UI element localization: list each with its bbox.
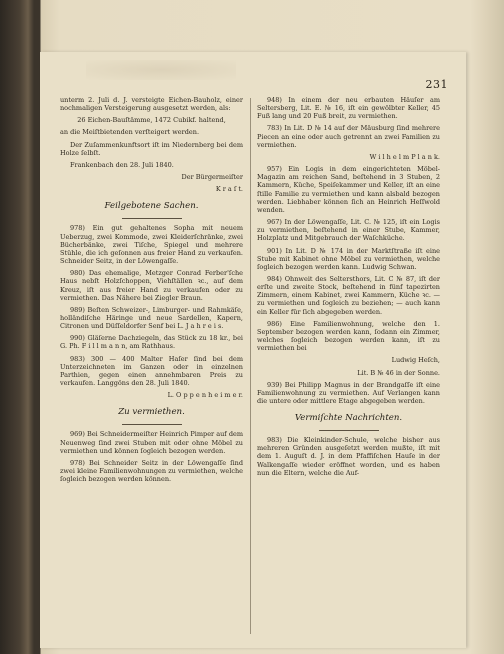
section-heading: Vermiſchte Nachrichten. (294, 413, 403, 424)
notice-paragraph: unterm 2. Juli d. J. versteigte Eichen-Bauholz, einer nochmaligen Versteigerung ausgesetzt werden, als: (60, 96, 243, 113)
notice-paragraph: Ludwig Heſch, (391, 356, 440, 365)
section-heading: Feilgebotene Sachen. (104, 201, 199, 212)
notice-paragraph: 969) Bei Schneidermeiſter Heinrich Pimper auf dem Neuenweg ſind zwei Stuben mit oder ohne Möbel zu vermiethen und können ſogleich bezogen werden. (60, 430, 243, 455)
notice-paragraph: 783) In Lit. D № 14 auf der Mäusburg ſind mehrere Piecen an eine oder auch getrennt an zwei Familien zu vermiethen. (257, 124, 440, 149)
newspaper-page (40, 52, 466, 648)
notice-paragraph: 980) Das ehemalige, Metzger Conrad Ferber'ſche Haus nebſt Holzſchoppen, Viehſtällen ꝛc., auf dem Kreuz, iſt aus freier Hand zu verkaufen oder zu vermiethen. Das Nähere bei Ziegler Braun. (60, 269, 243, 302)
section-heading: Zu vermiethen. (118, 407, 185, 418)
notice-paragraph: 978) Ein gut gehaltenes Sopha mit neuem Ueberzug, zwei Kommode, zwei Kleiderſchränke, zwei Bücherbänke, zwei Tiſche, Spiegel und mehrere Stühle, die ich geſonnen aus freier Hand zu verkaufen. Schneider Seitz, in der Löwengaſſe. (60, 224, 243, 266)
notice-paragraph: K r a ſ t. (215, 185, 243, 194)
notice-paragraph: 990) Gläſerne Dachziegeln, das Stück zu 18 kr., bei G. Ph. F i l l m a n n, am Rathhaus. (60, 334, 243, 351)
notice-paragraph: 26 Eichen-Bauſtämme, 1472 Cubikf. haltend, (77, 116, 226, 125)
notice-paragraph: 984) Ohnweit des Seltersthors, Lit. C № 87, iſt der erſte und zweite Stock, beſtehend in fünf tapezirten Zimmern, einem Kabinet, zwei Kammern, Küche ꝛc. — zu vermiethen und ſogleich zu beziehen; — auch kann ein Keller für ſich abgegeben werden. (257, 274, 440, 316)
paper-stain (86, 60, 236, 80)
notice-paragraph: 901) In Lit. D № 174 in der Marktſtraße iſt eine Stube mit Kabinet ohne Möbel zu vermiethen, welche ſogleich bezogen werden kann. Ludwig Schwan. (257, 246, 440, 271)
notice-paragraph: W i l h e l m P l a n k. (369, 152, 440, 161)
notice-paragraph: 957) Ein Logis in dem eingerichteten Möbel-Magazin am reichen Sand, beſtehend in 3 Stuben, 2 Kammern, Küche, Speiſekammer und Keller, iſt an eine ſtille Familie zu vermiethen und kann alsbald bezogen werden. Liebhaber können ſich an Heinrich Heſſwold wenden. (257, 165, 440, 214)
notice-paragraph: L. O p p e n h e i m e r. (167, 391, 243, 400)
notice-paragraph: Der Bürgermeiſter (181, 173, 243, 182)
heading-rule (122, 424, 182, 425)
notice-paragraph: Frankenbach den 28. Juli 1840. (70, 160, 174, 169)
notice-paragraph: 989) Beſten Schweizer-, Limburger- und Rahmkäſe, holländiſche Häringe und neue Sardellen, Kapern, Citronen und Düſſeldorfer Senf bei L. J a h r e i s. (60, 305, 243, 331)
notice-paragraph: 983) Die Kleinkinder-Schule, welche bisher aus mehreren Gründen ausgeſetzt werden mußte, iſt mit dem 1. Auguſt d. J. in dem Pfaffiſchen Hauſe in der Walkengaſſe wieder eröffnet worden, und es haben nun die Eltern, welche die Auf- (257, 436, 440, 477)
notice-paragraph: Lit. B № 46 in der Sonne. (357, 368, 440, 377)
notice-paragraph: 983) 300 — 400 Malter Haſer ſind bei dem Unterzeichneten im Ganzen oder in einzelnen Parthien, gegen einen annehmbaren Preis zu verkaufen. Langgöns den 28. Juli 1840. (60, 354, 243, 388)
notice-paragraph: 978) Bei Schneider Seitz in der Löwengaſſe ſind zwei kleine Familienwohnungen zu vermiethen, welche ſogleich bezogen werden können. (60, 458, 243, 484)
notice-paragraph: 948) In einem der neu erbauten Häuſer am Seltersberg, Lit. E. № 16, iſt ein gewölbter Keller, 45 Fuß lang und 20 Fuß breit, zu vermiethen. (257, 96, 440, 121)
notice-paragraph: Der Zuſammenkunftsort iſt im Niedernberg bei dem Holze ſelbſt. (60, 140, 243, 157)
notice-paragraph: 939) Bei Philipp Magnus in der Brandgaſſe iſt eine Familienwohnung zu vermiethen. Auf Verlangen kann die untere oder mittlere Etage abgegeben werden. (257, 380, 440, 405)
notice-paragraph: 986) Eine Familienwohnung, welche den 1. September bezogen werden kann, ſodann ein Zimmer, welches ſogleich bezogen werden kann, iſt zu vermiethen bei (257, 319, 440, 353)
right-column (257, 96, 440, 481)
notice-paragraph: 967) In der Löwengaſſe, Lit. C. № 125, iſt ein Logis zu vermiethen, beſtehend in einer Stube, Kammer, Holzplatz und Mitgebrauch der Waſchküche. (257, 218, 440, 243)
left-column (60, 96, 243, 487)
heading-rule (319, 430, 379, 431)
heading-rule (122, 218, 182, 219)
notice-paragraph: an die Meiſtbietenden verſteigert werden. (60, 128, 200, 137)
page-number: 231 (425, 78, 448, 91)
column-divider (250, 98, 251, 634)
